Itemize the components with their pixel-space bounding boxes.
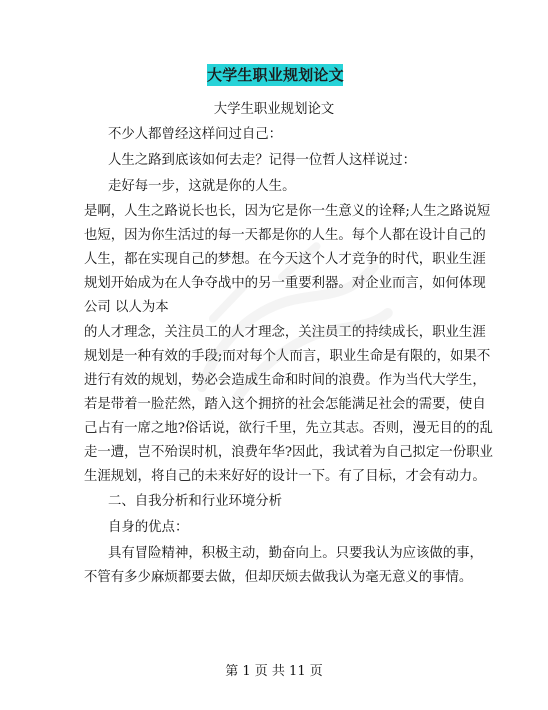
paragraph-line: 生涯规划，将自己的未来好好的设计一下。有了目标，才会有动力。 (84, 469, 486, 484)
paragraph-line: 规划是一种有效的手段;而对每个人而言，职业生命是有限的，如果不 (84, 349, 491, 364)
paragraph-line: 具有冒险精神，积极主动，勤奋向上。只要我认为应该做的事， (108, 546, 483, 561)
paragraph-line: 若是带着一脸茫然，踏入这个拥挤的社会怎能满足社会的需要，使自 (84, 397, 486, 412)
section-heading: 二、自我分析和行业环境分析 (108, 494, 283, 509)
paragraph-line: 走好每一步，这就是你的人生。 (108, 179, 296, 194)
paragraph-line: 也短，因为你生活过的每一天都是你的人生。每个人都在设计自己的 (84, 228, 486, 243)
paragraph-line: 规划开始成为在人争夺战中的另一重要利器。对企业而言，如何体现 (84, 276, 486, 291)
paragraph-line: 自身的优点： (108, 520, 189, 535)
paragraph-line: 走一遭，岂不殆误时机，浪费年华?因此，我试着为自己拟定一份职业 (84, 445, 493, 460)
paragraph-line: 公司 以人为本 (84, 300, 169, 315)
paragraph-line: 己占有一席之地?俗话说，欲行千里，先立其志。否则，漫无目的的乱 (84, 421, 493, 436)
paragraph-line: 人生之路到底该如何去走？记得一位哲人这样说过： (108, 153, 416, 168)
page-footer: 第 1 页 共 11 页 (225, 664, 323, 679)
paragraph-line: 不少人都曾经这样问过自己： (108, 127, 283, 142)
paragraph-line: 是啊，人生之路说长也长，因为它是你一生意义的诠释;人生之路说短 (84, 204, 491, 219)
paragraph-line: 进行有效的规划，势必会造成生命和时间的浪费。作为当代大学生， (84, 373, 486, 388)
paragraph-line: 人生，都在实现自己的梦想。在今天这个人才竞争的时代，职业生涯 (84, 252, 486, 267)
document-title: 大学生职业规划论文 (207, 66, 344, 84)
paragraph-line: 的人才理念，关注员工的人才理念，关注员工的持续成长，职业生涯 (84, 325, 486, 340)
document-subtitle: 大学生职业规划论文 (213, 102, 335, 117)
paragraph-line: 不管有多少麻烦都要去做，但却厌烦去做我认为毫无意义的事情。 (84, 570, 473, 585)
